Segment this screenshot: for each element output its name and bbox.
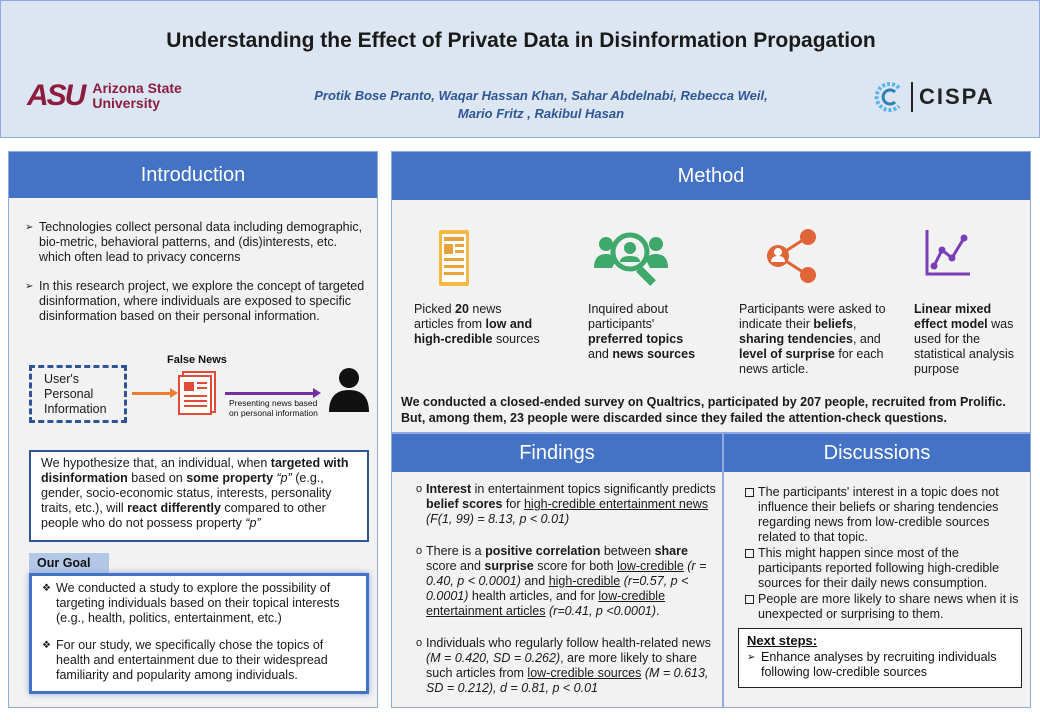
poster-title: Understanding the Effect of Private Data in Disinformation Propagation	[166, 29, 876, 52]
asu-name	[92, 81, 181, 111]
poster-header	[0, 0, 1040, 138]
next-steps-title: Next steps:	[747, 633, 818, 648]
m1-a: Picked	[414, 302, 455, 316]
m2-a: Inquired about participants'	[588, 302, 668, 331]
discussion-item-2: This might happen since most of the participants reported following high-credible sources for their daily news consumption.	[758, 546, 1026, 591]
f2-h: low-credible	[617, 559, 684, 573]
method-heading: Method	[392, 152, 1030, 200]
f2-j: and	[520, 574, 549, 588]
m1-e: sources	[492, 332, 540, 346]
f3-e: (M = 0.613, SD = 0.212), d = 0.81, p < 0.01	[426, 666, 709, 695]
hyp-italic-1: “p”	[273, 471, 292, 485]
hyp-text-4: compared to other people who do not possess property	[41, 501, 326, 530]
f1-c: belief scores	[426, 497, 503, 511]
introduction-heading: Introduction	[9, 152, 377, 198]
f2-p: .	[656, 604, 660, 618]
finding-2	[426, 544, 716, 619]
newspaper-icon	[437, 228, 471, 288]
targeting-diagram	[19, 352, 379, 442]
f2-d: share	[654, 544, 688, 558]
m3-f: level of surprise	[739, 347, 835, 361]
m2-b: preferred topics	[588, 332, 684, 346]
f2-f: surprise	[484, 559, 534, 573]
finding-1	[426, 482, 716, 527]
m3-c: ,	[852, 317, 857, 331]
f2-l: (r=0.57, p < 0.0001)	[426, 574, 689, 603]
survey-summary: We conducted a closed-ended survey on Qualtrics, participated by 207 people, recruited from Prolific. But, among them, 23 people were discarded since they failed the attention-check questions.	[401, 395, 1006, 425]
f2-k: high-credible	[548, 574, 621, 588]
method-step-1	[414, 302, 544, 347]
person-icon	[327, 366, 371, 412]
method-step-4	[914, 302, 1024, 377]
f1-b: in entertainment topics significantly predicts	[471, 482, 716, 496]
goal-item-1: ❖ We conducted a study to explore the possibility of targeting individuals based on their topical interests (e.g., health, politics, entertainment, etc.)	[42, 581, 356, 626]
intro-bullets	[25, 220, 365, 338]
f3-a: Individuals who regularly follow health-related news	[426, 636, 711, 650]
m3-b: beliefs	[813, 317, 853, 331]
f1-d: for	[502, 497, 524, 511]
findings-panel	[391, 433, 723, 708]
introduction-panel	[8, 151, 378, 708]
m2-c: and	[588, 347, 613, 361]
f2-o: (r=0.41, p <0.0001)	[545, 604, 657, 618]
asu-logo	[27, 81, 182, 111]
authors-line2: Mario Fritz , Rakibul Hasan	[457, 106, 625, 121]
f2-i: (r = 0.40, p < 0.0001)	[426, 559, 707, 588]
method-step-3	[739, 302, 889, 377]
asu-name-line1: Arizona State	[92, 80, 182, 96]
false-news-icon	[177, 370, 219, 416]
m4-b: was used for the statistical analysis purpose	[914, 317, 1015, 376]
m1-b: 20	[455, 302, 469, 316]
hyp-bold-3: react differently	[127, 501, 221, 515]
f2-n: low-credible entertainment articles	[426, 589, 666, 618]
orange-arrow	[132, 392, 172, 395]
m1-d: low and high-credible	[414, 317, 533, 346]
f2-g: score for both	[533, 559, 618, 573]
findings-heading: Findings	[392, 434, 722, 472]
m3-e: , and	[852, 332, 881, 346]
our-goal-box	[29, 573, 369, 694]
f3-b: (M = 0.420, SD = 0.262)	[426, 651, 561, 665]
hypothesis-box	[29, 450, 369, 542]
discussion-item-3: People are more likely to share news when it is unexpected or surprising to them.	[758, 592, 1026, 622]
f1-f: (F(1, 99) = 8.13, p < 0.01)	[426, 512, 570, 526]
m3-a: Participants were asked to indicate their	[739, 302, 886, 331]
f3-d: low-credible sources	[527, 666, 642, 680]
f2-b: positive correlation	[485, 544, 601, 558]
asu-mark: ASU	[27, 79, 85, 112]
goal-item-2: ❖ For our study, we specifically chose the topics of health and entertainment due to their widespread familiarity and popularity among individuals.	[42, 638, 356, 683]
presenting-label: Presenting news based on personal information	[229, 398, 318, 418]
authors-line1: Protik Bose Pranto, Waqar Hassan Khan, Sahar Abdelnabi, Rebecca Weil,	[314, 88, 768, 103]
line-chart-icon	[924, 228, 972, 278]
hyp-bold-1: targeted with disinformation	[41, 456, 349, 485]
hyp-text-3: (e.g., gender, socio-economic status, interests, personality traits, etc.), will	[41, 471, 332, 515]
method-step-2	[588, 302, 700, 362]
people-search-icon	[594, 228, 668, 286]
cispa-c-icon	[873, 81, 905, 113]
authors	[251, 87, 831, 123]
f2-m: health articles, and for	[468, 589, 599, 603]
m3-g: for each news article.	[739, 347, 884, 376]
f2-a: There is a	[426, 544, 486, 558]
m1-c: news articles from	[414, 302, 502, 331]
discussions-panel	[723, 433, 1031, 708]
discussions-heading: Discussions	[724, 434, 1030, 472]
our-goal-tag: Our Goal	[29, 553, 109, 573]
discussion-item-1: The participants' interest in a topic does not influence their beliefs or sharing tendencies regarding news from low-credible sources related to that topic.	[758, 485, 1026, 545]
f1-e: high-credible entertainment news	[523, 497, 709, 511]
cispa-text: CISPA	[919, 84, 995, 109]
f1-a: Interest	[426, 482, 472, 496]
f3-c: , are more likely to share such articles from	[426, 651, 697, 680]
m2-d: news sources	[612, 347, 696, 361]
cispa-logo	[873, 81, 995, 113]
hyp-text-1: We hypothesize that, an individual, when	[41, 456, 271, 470]
m4-a: Linear mixed effect model	[914, 302, 992, 331]
intro-bullet-2: ➢ In this research project, we explore the concept of targeted disinformation, where individuals are exposed to specific disinformation based on their personal information.	[25, 279, 365, 324]
hyp-italic-2: “p”	[245, 516, 261, 530]
next-steps-item: ➢ Enhance analyses by recruiting individuals following low-credible sources	[747, 650, 1013, 680]
hyp-text-2: based on	[127, 471, 187, 485]
share-icon	[764, 228, 820, 284]
false-news-label: False News	[167, 354, 227, 366]
purple-arrow	[225, 392, 315, 395]
cispa-separator	[911, 82, 913, 112]
method-panel	[391, 151, 1031, 433]
user-info-box: User's Personal Information	[29, 365, 127, 423]
intro-bullet-1: ➢ Technologies collect personal data including demographic, bio-metric, behavioral patterns, and (dis)interests, etc. which often lead to privacy concerns	[25, 220, 365, 265]
finding-3	[426, 636, 716, 696]
hyp-bold-2: some property	[186, 471, 274, 485]
asu-name-line2: University	[92, 95, 161, 111]
m3-d: sharing tendencies	[739, 332, 853, 346]
f2-c: between	[600, 544, 655, 558]
next-steps-box	[738, 628, 1022, 688]
f2-e: score and	[426, 559, 485, 573]
